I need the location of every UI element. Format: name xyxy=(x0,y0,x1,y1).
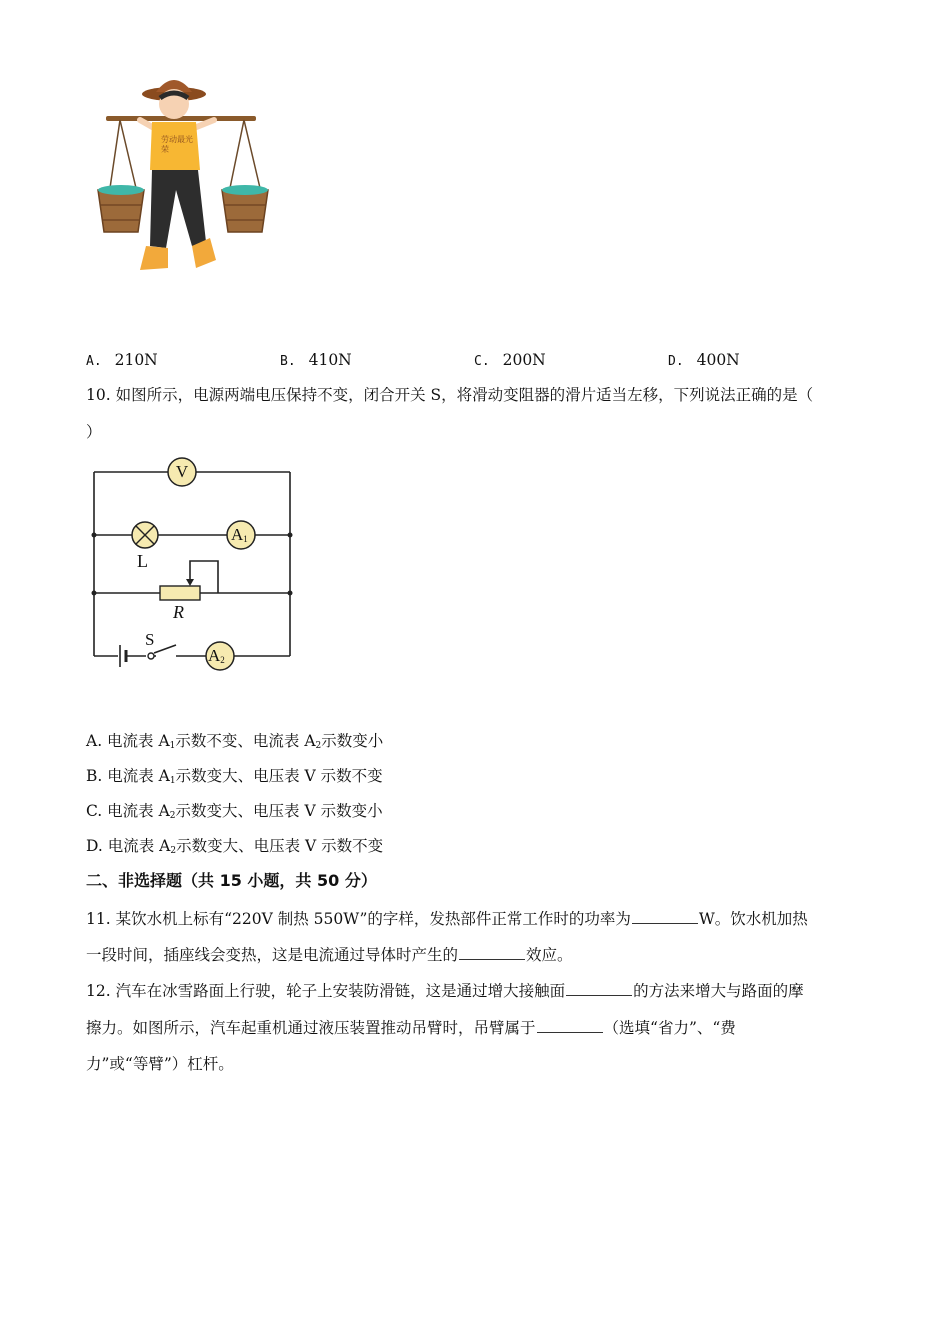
option-letter: C. xyxy=(474,354,490,369)
q12-line-1 xyxy=(86,979,804,1002)
q11-text: 11. 某饮水机上标有“220V 制热 550W”的字样，发热部件正常工作时的功率为 xyxy=(86,910,631,928)
option-text: 示数变大、电压表 V 示数不变 xyxy=(176,837,384,855)
option-text: 400N xyxy=(696,351,740,369)
lamp-label: L xyxy=(137,551,148,571)
option-letter: D. xyxy=(668,354,684,369)
option-text: A. 电流表 A xyxy=(86,732,170,750)
option-text: C. 电流表 A xyxy=(86,802,170,820)
option-text: 410N xyxy=(308,351,352,369)
q11-text: W。饮水机加热 xyxy=(698,910,808,928)
voltmeter-label: V xyxy=(175,462,189,481)
q9-option-c[interactable] xyxy=(474,349,546,373)
option-text: D. 电流表 A xyxy=(86,837,171,855)
option-text: 200N xyxy=(502,351,546,369)
resistor-label: R xyxy=(173,602,184,622)
option-text: 示数不变、电流表 A xyxy=(175,732,316,750)
q10-stem: 10. 如图所示，电源两端电压保持不变，闭合开关 S，将滑动变阻器的滑片适当左移，下列说法正确的是（ xyxy=(86,386,814,404)
q12-line-3: 力”或“等臂”）杠杆。 xyxy=(86,1055,234,1073)
ammeter-a2-label xyxy=(208,646,225,670)
q12-text: 的方法来增大与路面的摩 xyxy=(633,982,804,1000)
a2-sub: 2 xyxy=(220,655,225,665)
switch-label: S xyxy=(145,630,155,649)
subscript: 2 xyxy=(315,741,322,751)
ammeter-a1-label xyxy=(231,525,248,549)
subscript: 2 xyxy=(169,811,176,821)
shirt-logo-text: 劳动最光荣 xyxy=(161,135,193,154)
q9-option-b[interactable] xyxy=(280,349,352,373)
option-text: 210N xyxy=(114,351,158,369)
q11-text: 效应。 xyxy=(526,946,573,964)
q12-line-2 xyxy=(86,1016,736,1039)
option-text: 示数变大、电压表 V 示数变小 xyxy=(175,802,383,820)
answer-blank[interactable] xyxy=(632,907,698,924)
a1-sub: 1 xyxy=(243,534,248,544)
answer-blank[interactable] xyxy=(537,1016,603,1033)
section-heading: 二、非选择题（共 15 小题，共 50 分） xyxy=(86,871,377,890)
option-letter: A. xyxy=(86,354,102,369)
q12-text: 擦力。如图所示，汽车起重机通过液压装置推动吊臂时，吊臂属于 xyxy=(86,1019,536,1037)
subscript: 1 xyxy=(169,741,176,751)
q10-option-a[interactable] xyxy=(86,730,383,757)
option-text: 示数变小 xyxy=(321,732,384,750)
subscript: 2 xyxy=(170,846,177,856)
q11-line-2 xyxy=(86,943,573,966)
q11-text: 一段时间，插座线会变热，这是电流通过导体时产生的 xyxy=(86,946,459,964)
a1-main: A xyxy=(231,525,244,544)
q10-option-d[interactable] xyxy=(86,835,383,862)
q12-text: （选填“省力”、“费 xyxy=(603,1019,736,1037)
answer-blank[interactable] xyxy=(459,943,525,960)
option-text: 示数变大、电压表 V 示数不变 xyxy=(175,767,383,785)
q9-option-a[interactable] xyxy=(86,349,158,373)
a2-main: A xyxy=(208,646,221,665)
q10-stem-close: ） xyxy=(86,423,102,441)
option-text: B. 电流表 A xyxy=(86,767,170,785)
option-letter: B. xyxy=(280,354,296,369)
q10-option-b[interactable] xyxy=(86,765,383,792)
circuit-diagram xyxy=(80,455,310,675)
shoulder-pole-illustration xyxy=(88,70,278,280)
q9-option-d[interactable] xyxy=(668,349,740,373)
q10-option-c[interactable] xyxy=(86,800,383,827)
q12-text: 12. 汽车在冰雪路面上行驶，轮子上安装防滑链，这是通过增大接触面 xyxy=(86,982,566,1000)
subscript: 1 xyxy=(169,776,176,786)
answer-blank[interactable] xyxy=(566,979,632,996)
q11-line-1 xyxy=(86,907,808,930)
